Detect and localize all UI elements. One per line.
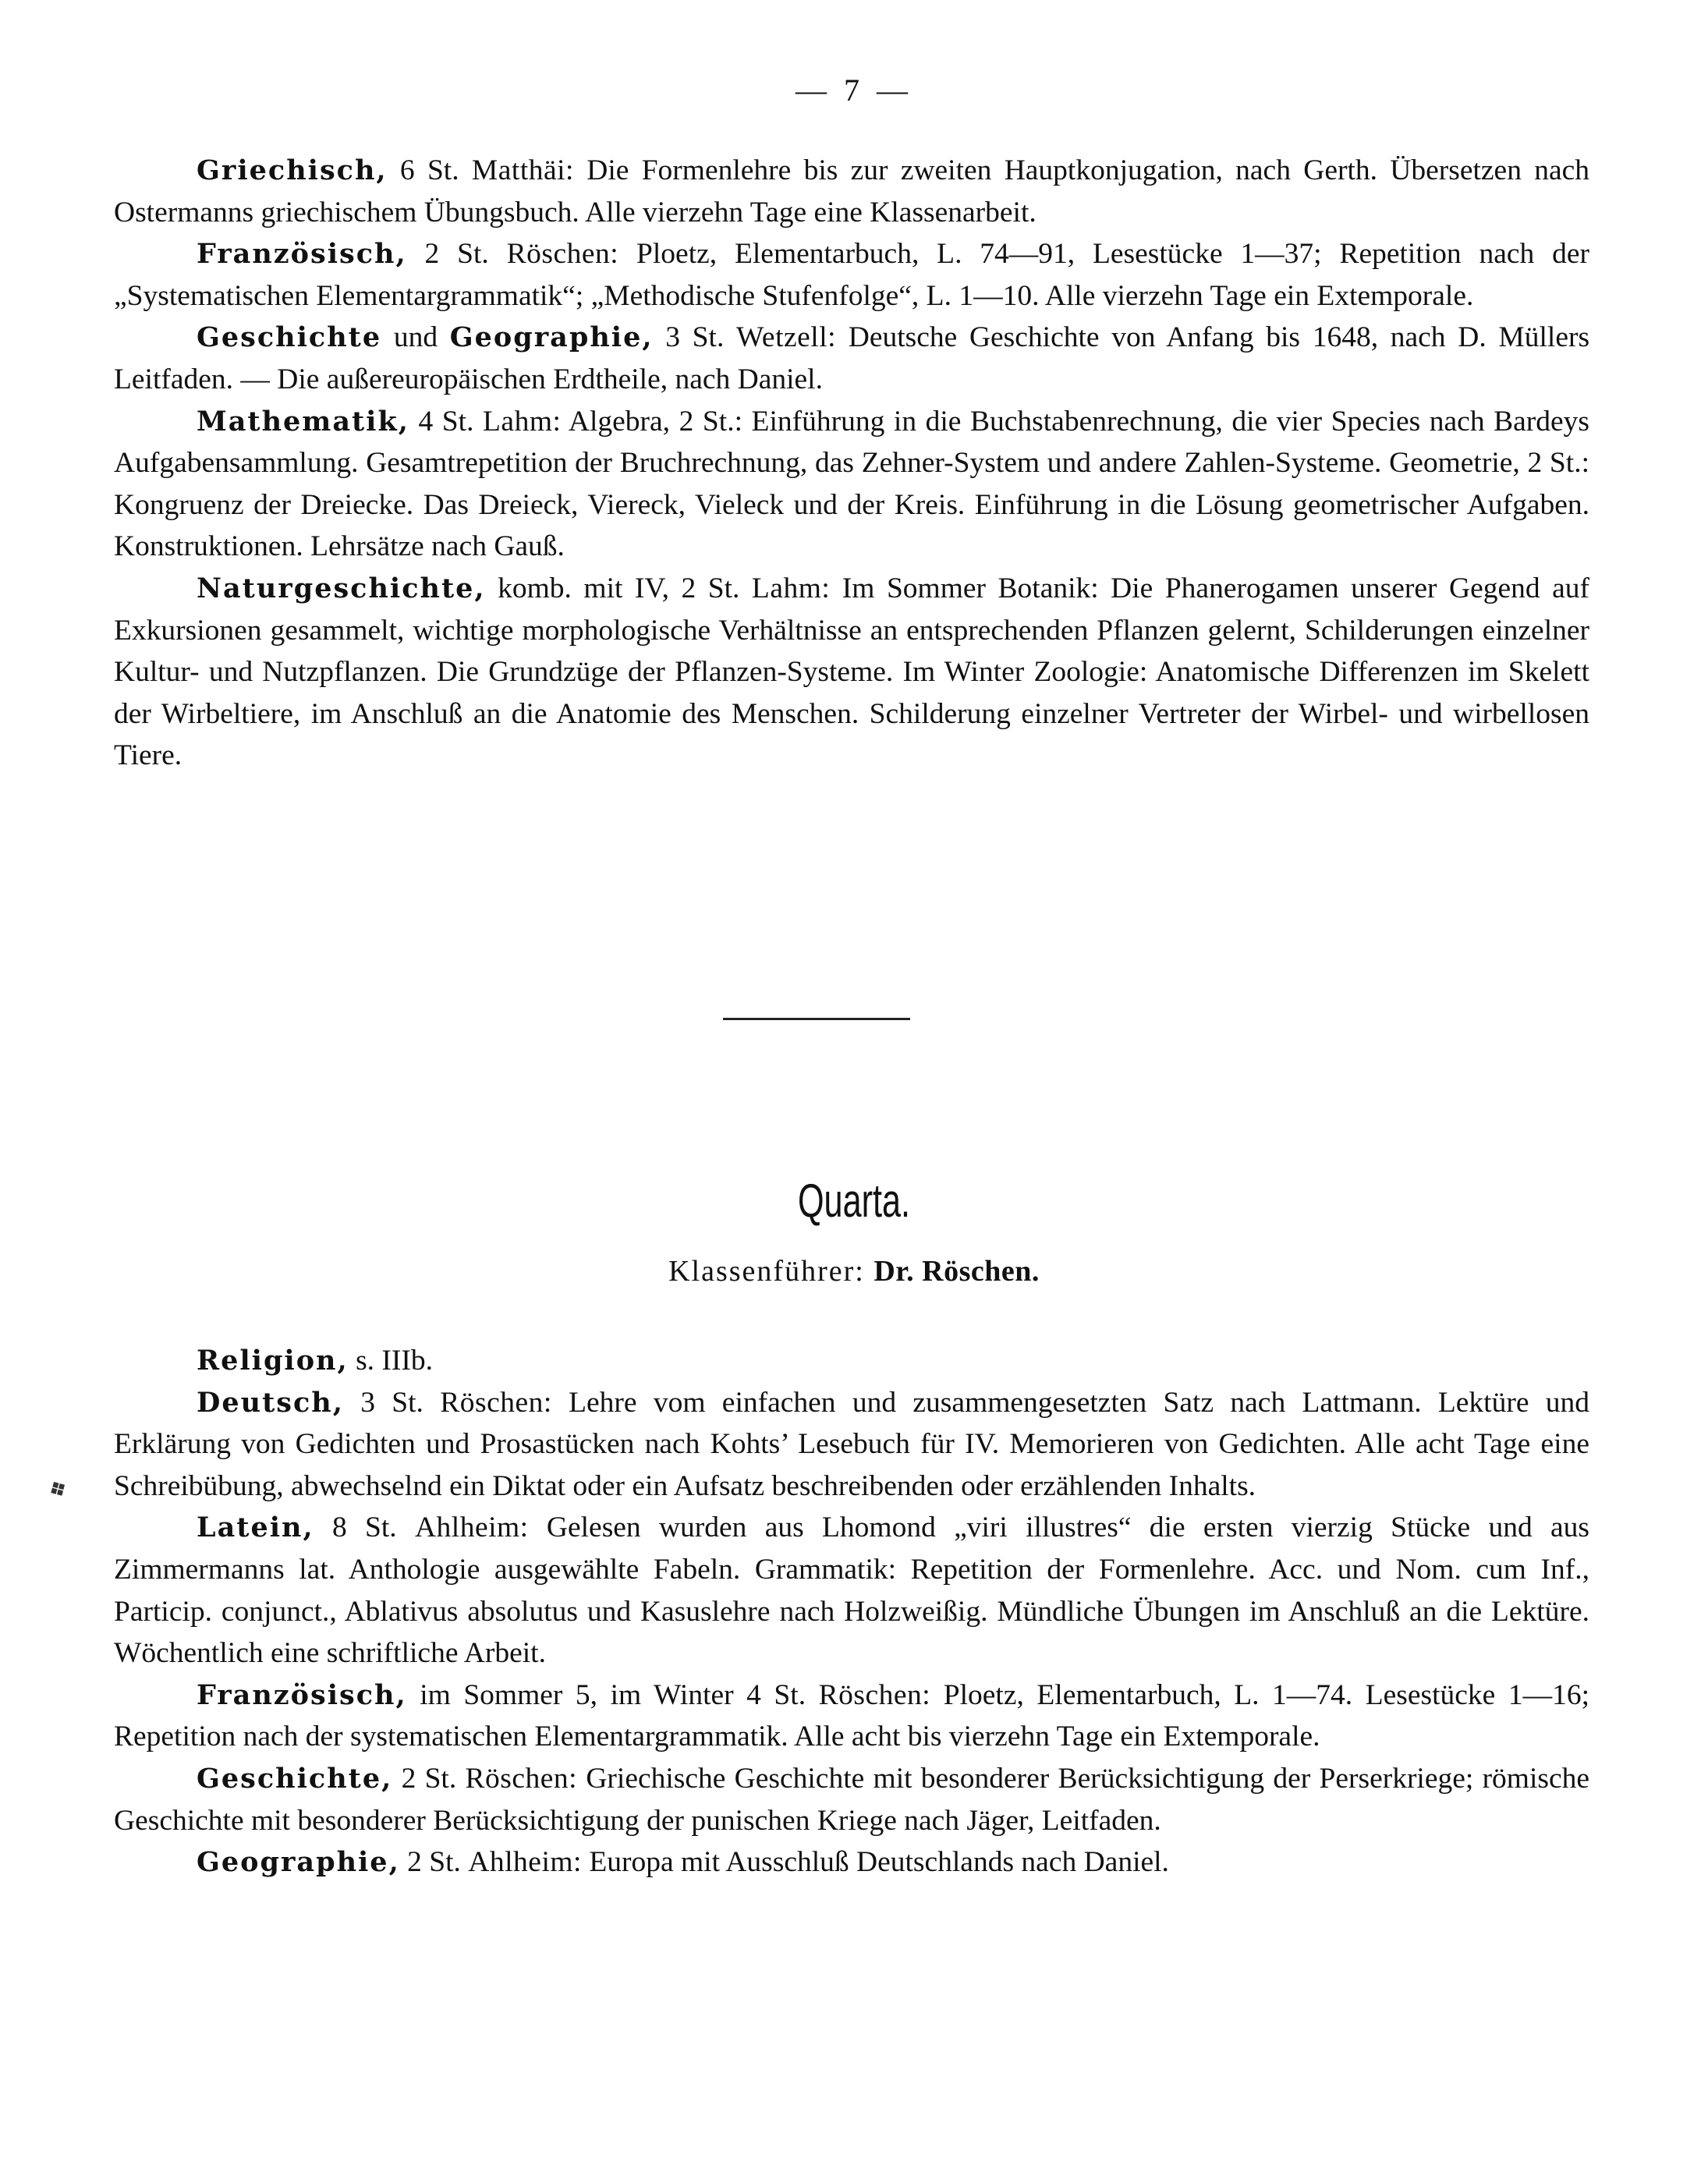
course-entry-geographie-quarta [114,1841,1589,1884]
hours: 3 St. [665,321,725,354]
course-entry-griechisch [114,150,1589,233]
subject-label: Geographie, [197,1846,400,1879]
hours: s. IIIb. [356,1345,434,1377]
course-description: Ploetz, Elementarbuch, L. 74—91, Lesestücke 1—37; Repetition nach der „Systematischen Elementargrammatik“; „Methodische Stufenfolge“, L. 1—10. Alle vierzehn Tage ein Extemporale. [114,238,1590,312]
teacher-name: Lahm: [751,572,831,604]
connector: und [393,321,438,354]
section-divider [723,1018,910,1020]
course-entry-latein [114,1507,1589,1674]
teacher-name: Matthäi: [471,154,574,186]
course-description: Griechische Geschichte mit besonderer Berücksichtigung der Perserkriege; römische Geschichte mit besonderer Berücksichtigung der punischen Kriege nach Jäger, Leitfaden. [114,1762,1590,1837]
quarta-course-list [114,1340,1589,1884]
teacher-name: Röschen: [465,1762,578,1795]
subject-label: Geschichte, [197,1762,393,1795]
teacher-name: Lahm: [483,405,562,438]
teacher-name: Röschen: [506,238,619,271]
course-entry-deutsch [114,1382,1589,1508]
course-entry-naturgeschichte [114,568,1589,777]
course-description: Algebra, 2 St.: Einführung in die Buchstabenrechnung, die vier Species nach Bardeys Aufgabensammlung. Gesamtrepetition der Bruchrechnung, das Zehner-System und andere Zahlen-Systeme. Geometrie, 2 St.: Kongruenz der Dreiecke. Das Dreieck, Viereck, Vieleck und der Kreis. Einführung in die Lösung geometrischer Aufgaben. Konstruktionen. Lehrsätze nach Gauß. [114,405,1590,563]
course-description: Deutsche Geschichte von Anfang bis 1648, nach D. Müllers Leitfaden. — Die außereuropäischen Erdtheile, nach Daniel. [114,321,1590,395]
teacher-name: Wetzell: [736,321,837,354]
course-description: Lehre vom einfachen und zusammengesetzten Satz nach Lattmann. Lektüre und Erklärung von Gedichten und Prosastücken nach Kohts’ Lesebuch für IV. Memorieren von Gedichten. Alle acht Tage eine Schreibübung, abwechselnd ein Diktat oder ein Aufsatz beschreibenden oder erzählenden Inhalts. [114,1386,1590,1502]
course-entry-franzoesisch-quarta [114,1675,1589,1758]
hours: im Sommer 5, im Winter 4 St. [420,1678,806,1711]
subject-label-2: Geographie, [449,321,654,354]
teacher-name: Röschen: [818,1678,931,1711]
margin-ink-mark: ❖ [43,1473,73,1506]
hours: 2 St. [401,1762,457,1795]
subject-label: Französisch, [197,1678,407,1711]
class-leader-label: Klassenführer: [668,1255,865,1288]
hours: 2 St. [407,1846,461,1879]
class-leader-name: Dr. Röschen. [873,1255,1040,1288]
class-leader-line [0,1254,1708,1288]
subject-label: Deutsch, [197,1386,344,1419]
course-entry-geschichte-geographie [114,317,1589,400]
course-entry-mathematik [114,401,1589,568]
teacher-name: Ahlheim: [468,1846,582,1879]
course-description: Ploetz, Elementarbuch, L. 1—74. Lesestücke 1—16; Repetition nach der systematischen Elementargrammatik. Alle acht bis vierzehn Tage ein Extemporale. [114,1678,1590,1753]
course-description: Europa mit Ausschluß Deutschlands nach Daniel. [589,1846,1169,1879]
upper-course-list [114,150,1589,777]
hours: 8 St. [331,1512,397,1544]
hours: 4 St. [418,405,474,438]
subject-label: Mathematik, [197,405,409,438]
course-description: Im Sommer Botanik: Die Phanerogamen unserer Gegend auf Exkursionen gesammelt, wichtige morphologische Verhältnisse an entsprechenden Pflanzen gelernt, Schilderungen einzelner Kultur- und Nutzpflanzen. Die Grundzüge der Pflanzen-Systeme. Im Winter Zoologie: Anatomische Differenzen im Skelett der Wirbeltiere, im Anschluß an die Anatomie des Menschen. Schilderung einzelner Vertreter der Wirbel- und wirbellosen Tiere. [114,572,1590,772]
subject-label: Naturgeschichte, [197,572,486,604]
subject-label: Französisch, [197,238,407,271]
teacher-name: Röschen: [440,1386,552,1419]
page-number: — 7 — [796,73,912,108]
course-description: Gelesen wurden aus Lhomond „viri illustres“ die ersten vierzig Stücke und aus Zimmermanns lat. Anthologie ausgewählte Fabeln. Grammatik: Repetition der Formenlehre. Acc. und Nom. cum Inf., Particip. conjunct., Ablativus absolutus und Kasuslehre nach Holzweißig. Mündliche Übungen im Anschluß an die Lektüre. Wöchentlich eine schriftliche Arbeit. [114,1512,1590,1670]
hours: 3 St. [360,1386,423,1419]
course-entry-franzoesisch [114,233,1589,317]
class-heading: Quarta. [797,1175,911,1227]
hours: komb. mit IV, 2 St. [498,572,740,604]
hours: 2 St. [424,238,489,271]
teacher-name: Ahlheim: [414,1512,529,1544]
subject-label: Religion, [197,1345,349,1377]
course-entry-geschichte-quarta [114,1758,1589,1841]
hours: 6 St. [399,154,459,186]
course-entry-religion [114,1340,1589,1382]
subject-label: Griechisch, [197,154,388,186]
subject-label: Geschichte [197,321,382,354]
subject-label: Latein, [197,1512,314,1544]
course-description: Die Formenlehre bis zur zweiten Hauptkonjugation, nach Gerth. Übersetzen nach Ostermanns griechischem Übungsbuch. Alle vierzehn Tage eine Klassenarbeit. [114,154,1590,229]
